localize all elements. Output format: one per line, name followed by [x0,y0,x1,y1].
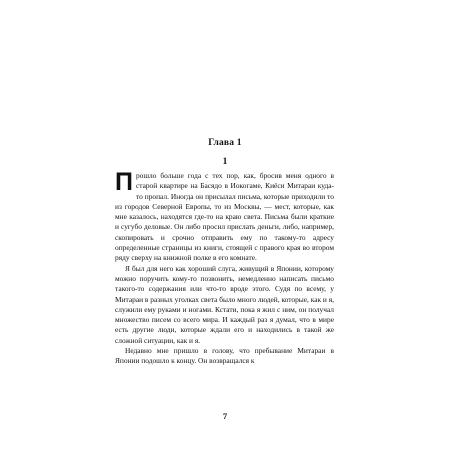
chapter-heading: Глава 1 [208,138,242,148]
paragraph-2: Я был для него как хороший слуга, живущий в Японии, которому можно поручить кому-то позвонить, немедленно написать письмо такого-то содержания или что-то вроде этого. Судя по всему, у Митараи в разных уголках света было много людей, которые, как и я, служили ему руками и ногами. Кстати, пока я жил с ним, он получал множество писем со всего мира. И каждый раз я думал, что в мире есть другие люди, которые ждали его и находились в такой же сложной ситуации, как и я. [115,263,334,345]
drop-cap: П [115,168,133,196]
section-number: 1 [222,157,228,167]
body-text [115,168,334,367]
paragraph-1 [115,168,334,264]
paragraph-1-text: рошло больше года с тех пор, как, бросив меня одного в старой квартире на Басядо в Иокогаме, Киёси Митараи куда-то пропал. Иногда он присылал письма, которые приходили то из городов Северной Европы, то из Москвы, — мест, которые, как мне казалось, находятся где-то на краю света. Письма были краткие и сугубо деловые. Он либо просил прислать деньги, либо, например, скопировать и срочно отправить ему по такому-то адресу определенные страницы из книги, стоящей с правого края во втором ряду сверху на книжной полке в его комнате. [115,171,334,263]
paragraph-3: Недавно мне пришло в голову, что пребывание Митараи в Японии подошло к концу. Он возвращался к [115,346,334,366]
page-number: 7 [222,411,228,421]
